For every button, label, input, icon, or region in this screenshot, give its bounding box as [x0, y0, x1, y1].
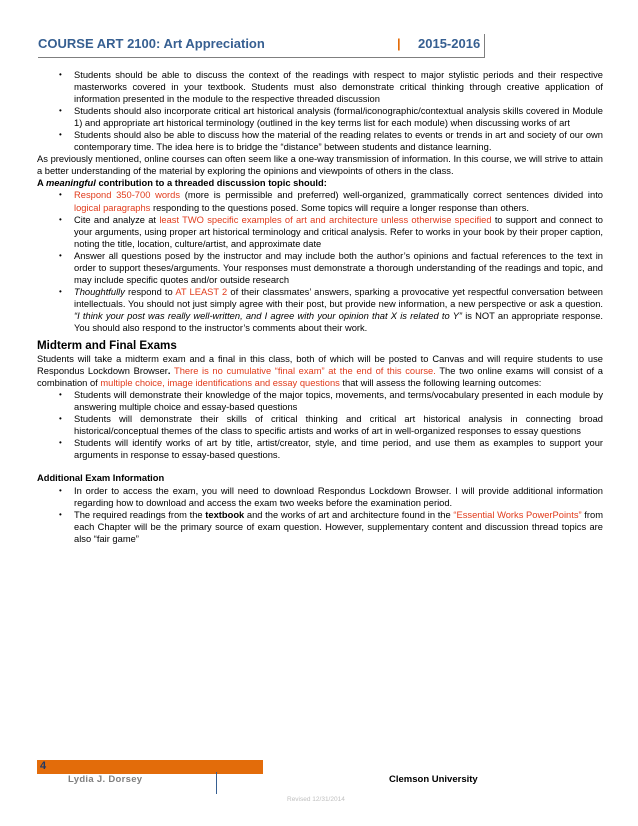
list-item-text: respond to: [124, 286, 176, 297]
bullet-icon: •: [59, 414, 62, 424]
list-item-text: (more is permissible and preferred) well-organized, grammatically correct sentences divided into: [180, 190, 603, 201]
list-item-text: responding to the questions posed. Some topics will require a longer response than others.: [150, 202, 530, 213]
list-item: [37, 413, 603, 437]
question-types: multiple choice, image identifications and essay questions: [100, 378, 340, 389]
header-year: 2015-2016: [418, 36, 481, 51]
list-item-text: to support and connect to your arguments, using proper art historical terminology and critical analysis. Refer to works in your book by their proper caption, noting the title, location, culture/artist, and approximate date: [74, 214, 604, 249]
bullet-icon: •: [59, 106, 62, 116]
paragraph-requirement: logical paragraphs: [74, 202, 151, 213]
powerpoints-emphasis: “Essential Works PowerPoints”: [453, 509, 582, 520]
list-item-text: Students will demonstrate their skills of critical thinking and critical art historical analysis in connecting broad historical/conceptual themes of the class to specific artists and works of art in well-organized responses to essay questions: [74, 414, 603, 437]
list-item: [37, 286, 603, 334]
example-quote: “I think your post was really well-written, and I agree with your opinion that X is related to Y”: [74, 310, 463, 321]
meaningful-emphasis: meaningful: [46, 178, 96, 189]
bullet-icon: •: [59, 509, 62, 519]
bullet-icon: •: [59, 250, 62, 260]
footer-revised-date: Revised 12/31/2014: [287, 796, 345, 803]
additional-exam-list: [37, 485, 603, 545]
midterm-final-heading: Midterm and Final Exams: [37, 339, 177, 353]
bullet-icon: •: [59, 70, 62, 79]
list-item: [37, 189, 603, 213]
midterm-text: that will assess the following learning outcomes:: [339, 378, 542, 389]
bullet-icon: •: [59, 390, 62, 400]
learning-outcomes-list: [37, 389, 603, 461]
header-horizontal-rule: [38, 57, 485, 58]
list-item: [37, 389, 603, 413]
list-item-text: from each Chapter will be the primary source of exam question. However, supplementary content and discussion thread topics are also “fair game”: [74, 509, 603, 544]
bullet-icon: •: [59, 286, 62, 296]
replies-requirement: AT LEAST 2: [175, 286, 228, 297]
list-item: [37, 485, 603, 509]
list-item-text: Students should be able to discuss the context of the readings with respect to major stylistic periods and their respective masterworks covered in your textbook. Students must also demonstrate critical thinking through creative application of information presented in the module to the respective threaded discussion: [74, 70, 603, 105]
midterm-paragraph: [37, 353, 603, 389]
list-item-text: Students will identify works of art by title, artist/creator, style, and time period, and use them as examples to support your arguments in response to essay-based questions.: [74, 438, 603, 461]
list-item: [37, 250, 603, 286]
examples-requirement: least TWO specific examples of art and architecture unless otherwise specified: [159, 214, 492, 225]
list-item-text: and the works of art and architecture found in the: [244, 509, 454, 520]
list-item-text: In order to access the exam, you will need to download Respondus Lockdown Browser. I will provide additional information regarding how to download and access the exam two weeks before the examination period.: [74, 485, 603, 508]
list-item-text: is NOT an appropriate response. You should also respond to the instructor’s comments about their work.: [74, 310, 603, 333]
list-item-text: of their classmates’ answers, sparking a provocative yet respectful conversation between intellectuals. You should not just simply agree with their post, but provide new information, a new perspective or ask a question.: [74, 286, 603, 309]
previously-paragraph: As previously mentioned, online courses can often seem like a one-way transmission of information. In this course, we will strive to attain a better understanding of the material by exploring the opinions and viewpoints of others in the class.: [37, 154, 603, 177]
no-cumulative-note: There is no cumulative “final exam” at the end of this course.: [170, 366, 436, 377]
bullet-icon: •: [59, 190, 62, 200]
midterm-period: .: [167, 366, 171, 377]
list-item-text: Students should also be able to discuss how the material of the reading relates to events or trends in art and society of our own contemporary time. The idea here is to bridge the “distance” between students and distance learning.: [74, 130, 603, 153]
header-separator: |: [397, 36, 401, 51]
footer-school: Clemson University: [389, 774, 478, 785]
footer-vertical-rule: [216, 772, 217, 794]
additional-exam-heading: Additional Exam Information: [37, 473, 165, 484]
bullet-icon: •: [59, 438, 62, 448]
list-item-text: Students will demonstrate their knowledge of the major topics, movements, and terms/vocabulary presented in each module by answering multiple choice and essay-based questions: [74, 390, 603, 413]
list-item-text: Answer all questions posed by the instructor and may include both the author’s opinions and factual references to the text in order to support theses/arguments. Your responses must demonstrate a thorough understanding of the readings and topic, and may include specific quotes and/or outside research: [74, 250, 603, 285]
intro-bullet-list: [37, 69, 603, 153]
list-item: [37, 129, 603, 153]
footer-author: Lydia J. Dorsey: [68, 774, 143, 785]
page-number: 4: [40, 760, 47, 772]
word-count-requirement: Respond 350-700 words: [74, 190, 181, 201]
list-item-text: Thoughtfully: [74, 286, 125, 297]
meaningful-rest: contribution to a threaded discussion topic should:: [95, 178, 327, 189]
list-item-text: Cite and analyze at: [74, 214, 160, 225]
list-item-text: Students should also incorporate critical art historical analysis (formal/iconographic/contextual analysis skills covered in Module 1) and appropriate art historical terminology (outlined in the key terms list for each module) when discussing works of art: [74, 106, 603, 129]
list-item: [37, 69, 603, 105]
list-item: [37, 214, 603, 250]
midterm-text: The two online exams will consist of a combination of: [37, 366, 603, 389]
bullet-icon: •: [59, 130, 62, 140]
page-number-bar: [37, 760, 263, 774]
contribution-bullet-list: [37, 189, 603, 334]
list-item: [37, 105, 603, 129]
list-item: [37, 509, 603, 545]
midterm-text: Students will take a midterm exam and a final in this class, both of which will be posted to Canvas and will require students to use Respondus Lockdown Browser: [37, 354, 603, 377]
bullet-icon: •: [59, 214, 62, 224]
document-body: [37, 69, 603, 545]
meaningful-contribution-heading: [37, 177, 603, 189]
list-item-text: The required readings from the: [74, 509, 206, 520]
header-vertical-rule: [484, 34, 485, 58]
header-course-title: COURSE ART 2100: Art Appreciation: [38, 36, 265, 51]
meaningful-prefix: A: [37, 178, 46, 189]
list-item: [37, 437, 603, 461]
textbook-emphasis: textbook: [205, 509, 245, 520]
bullet-icon: •: [59, 485, 62, 495]
